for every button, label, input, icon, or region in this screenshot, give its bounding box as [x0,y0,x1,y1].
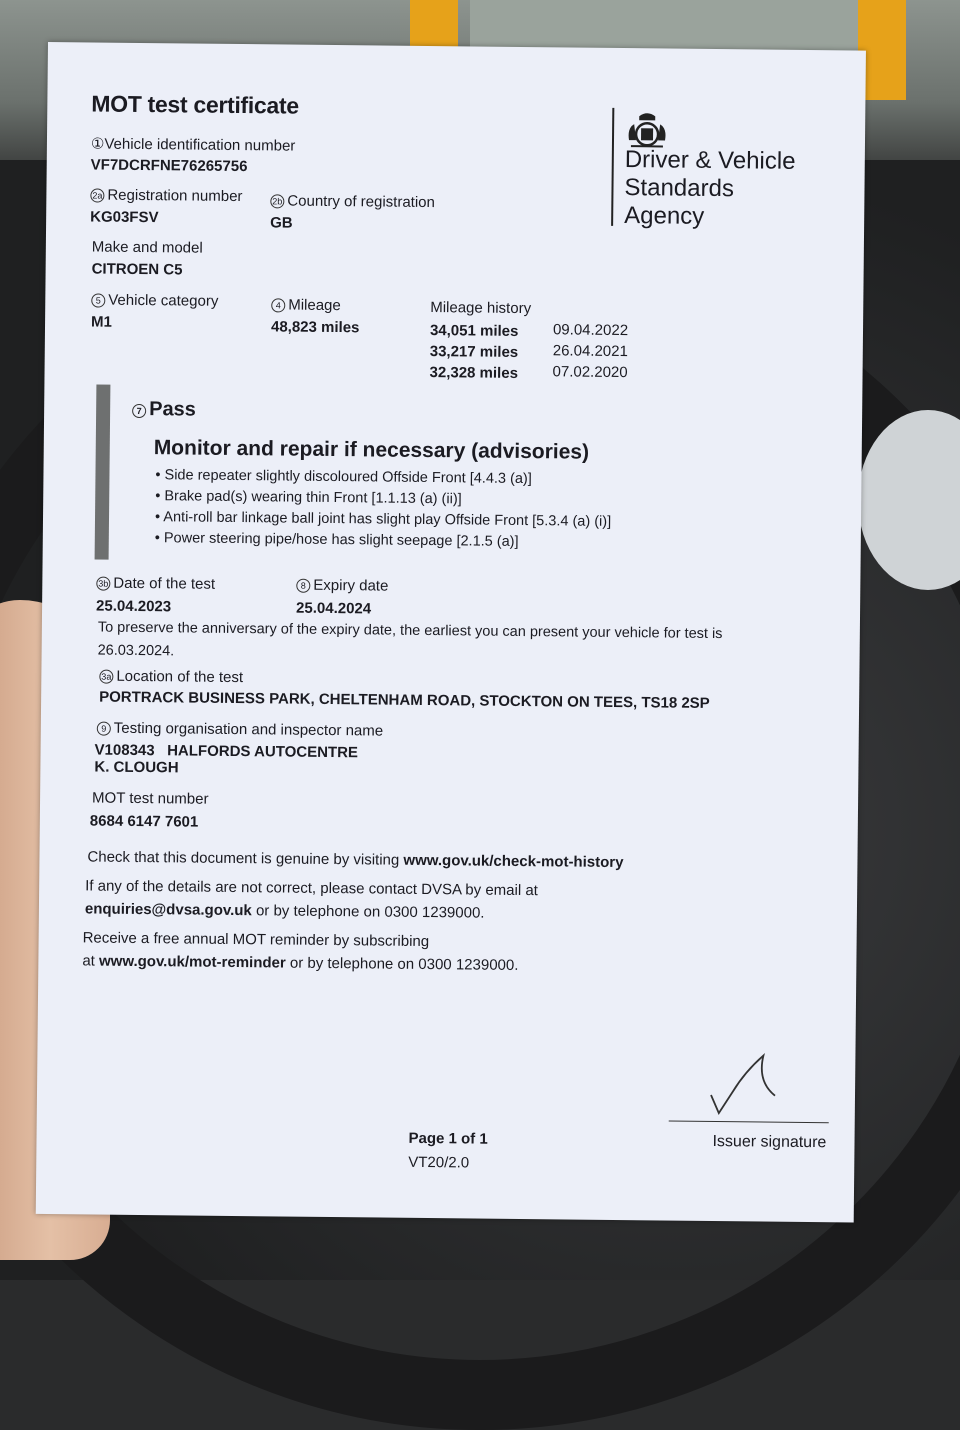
mileage-history-date: 26.04.2021 [552,342,628,361]
inspector-name: K. CLOUGH [94,758,179,777]
advisory-item: • Anti-roll bar linkage ball joint has slight play Offside Front [5.3.4 (a) (i)] [155,507,611,533]
test-date-value: 25.04.2023 [96,597,172,616]
field-number-icon: 5 [91,293,105,307]
testing-organisation-label: 9 Testing organisation and inspector name [97,720,384,740]
mileage-label: 4 Mileage [271,296,341,314]
advisory-item: • Power steering pipe/hose has slight seepage [2.1.5 (a)] [155,528,611,554]
field-number-icon: 8 [296,579,310,593]
advisory-item: • Side repeater slightly discoloured Offside Front [4.4.3 (a)] [155,465,611,491]
location-label: 3a Location of the test [99,668,243,687]
country-value: GB [270,214,293,232]
vin-label: ①Vehicle identification number [90,135,296,155]
check-mot-history-link[interactable]: www.gov.uk/check-mot-history [403,851,624,872]
make-model-label: Make and model [91,238,203,257]
agency-name: Driver & Vehicle Standards Agency [624,146,796,230]
field-number-icon: ① [90,135,105,153]
advisories-list [155,465,612,554]
mileage-history-date: 09.04.2022 [552,321,629,340]
field-number-icon: 7 [132,404,146,418]
expiry-date-value: 25.04.2024 [295,599,372,618]
mileage-value: 48,823 miles [270,318,360,337]
issuer-signature-label: Issuer signature [712,1133,827,1152]
testing-organisation-value: V108343 HALFORDS AUTOCENTRE [94,741,359,762]
check-genuine-text: Check that this document is genuine by visiting www.gov.uk/check-mot-history [87,848,624,872]
vehicle-category-value: M1 [90,313,113,331]
mileage-history-label: Mileage history [430,299,532,318]
mot-reminder-link[interactable]: www.gov.uk/mot-reminder [98,952,286,972]
field-number-icon: 4 [271,298,285,312]
test-date-label: 3b Date of the test [96,575,215,593]
country-label: 2b Country of registration [270,192,435,211]
result-bar [95,385,111,560]
certificate-title: MOT test certificate [91,90,299,119]
dvsa-email-link[interactable]: enquiries@dvsa.gov.uk [84,900,252,920]
expiry-date-label: 8 Expiry date [296,577,388,595]
vehicle-category-label: 5 Vehicle category [91,291,218,309]
field-number-icon: 9 [97,722,111,736]
brand-divider [611,108,614,226]
royal-crest-icon [625,110,669,150]
reminder-text: Receive a free annual MOT reminder by subscribing at www.gov.uk/mot-reminder or by telephone on 0300 1239000. [82,929,519,974]
vin-value: VF7DCRFNE76265756 [90,156,248,176]
test-result: 7 Pass [132,398,196,422]
field-number-icon: 2a [90,188,104,202]
registration-value: KG03FSV [90,208,159,227]
mot-certificate [36,42,866,1223]
mileage-history-miles: 34,051 miles [429,322,519,340]
mileage-history-date: 07.02.2020 [552,363,628,382]
contact-text: If any of the details are not correct, please contact DVSA by email at enquiries@dvsa.gov.uk or by telephone on 0300 1239000. [84,877,538,922]
field-number-icon: 3b [96,577,110,591]
mileage-history-miles: 32,328 miles [429,364,519,382]
location-value: PORTRACK BUSINESS PARK, CHELTENHAM ROAD, STOCKTON ON TEES, TS18 2SP [99,688,710,712]
signature-line [669,1121,829,1124]
page-number: Page 1 of 1 [408,1129,488,1148]
field-number-icon: 2b [270,194,284,208]
advisories-title: Monitor and repair if necessary (advisories) [153,436,590,464]
advisory-item: • Brake pad(s) wearing thin Front [1.1.13 (a) (ii)] [155,486,611,512]
preserve-anniversary-text: To preserve the anniversary of the expiry date, the earliest you can present your vehicle for test is 26.03.2024. [97,619,723,660]
mot-test-number-label: MOT test number [91,789,209,808]
issuer-signature-mark [705,1051,796,1122]
mileage-history-miles: 33,217 miles [429,343,519,361]
form-code: VT20/2.0 [408,1153,470,1172]
registration-label: 2a Registration number [90,186,242,205]
mot-test-number-value: 8684 6147 7601 [89,812,199,831]
make-model-value: CITROEN C5 [91,260,183,279]
field-number-icon: 3a [99,670,113,684]
